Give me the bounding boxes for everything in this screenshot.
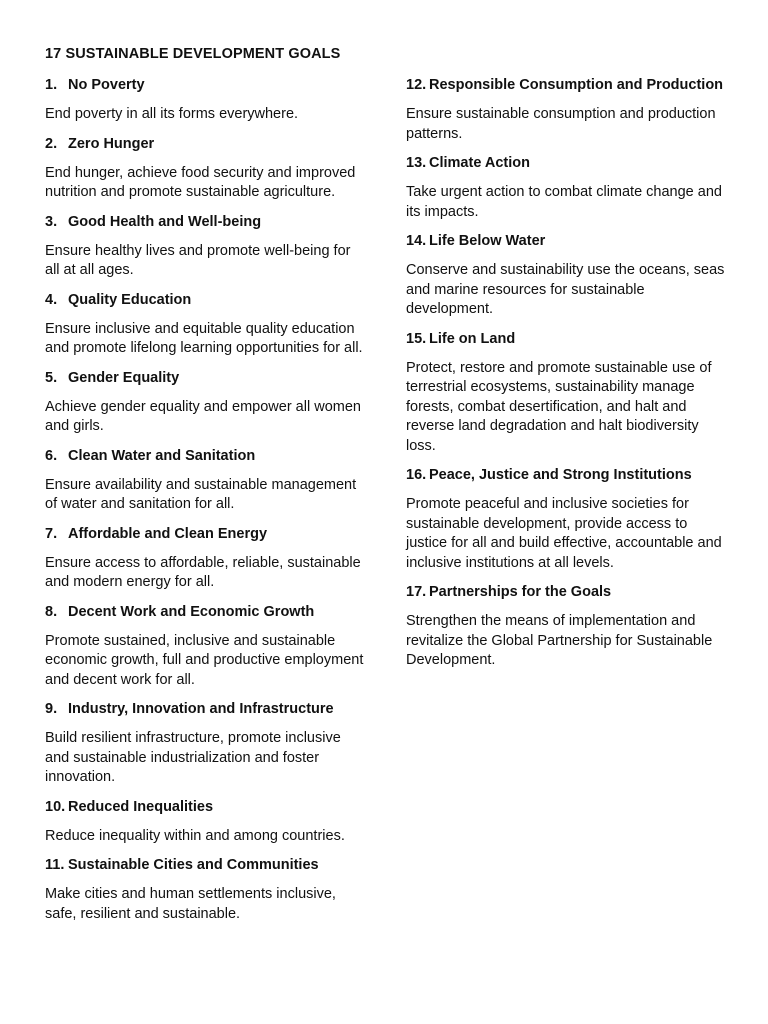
goal-title: Peace, Justice and Strong Institutions [429,467,692,483]
goal-description: Achieve gender equality and empower all women and girls. [45,398,361,434]
goal-heading [45,75,365,95]
goal-description: Build resilient infrastructure, promote inclusive and sustainable industrialization and foster innovation. [45,730,341,785]
document-title: 17 SUSTAINABLE DEVELOPMENT GOALS [45,46,341,62]
goal-number: 5. [45,369,58,386]
goal-heading [406,329,728,349]
goal-heading [45,134,365,154]
goal-9 [45,699,365,788]
goal-title: Responsible Consumption and Production [429,77,724,93]
goal-number: 10. [45,798,66,815]
goal-5 [45,368,365,437]
goal-heading [45,699,365,719]
goal-number: 15. [406,330,427,347]
goal-title: Reduced Inequalities [68,798,214,815]
goal-11 [45,855,365,924]
goal-12 [406,75,728,144]
goal-heading [45,524,365,544]
goal-description: Take urgent action to combat climate change and its impacts. [406,184,722,220]
goal-description: Ensure access to affordable, reliable, sustainable and modern energy for all. [45,554,361,590]
goal-title: Decent Work and Economic Growth [68,603,315,620]
goal-heading [406,465,728,485]
goal-4 [45,290,365,359]
goal-title: Industry, Innovation and Infrastructure [68,701,334,717]
goal-number: 11. [45,857,65,873]
goal-13 [406,153,728,222]
goal-number: 16. [406,467,427,483]
goal-description: Strengthen the means of implementation and revitalize the Global Partnership for Sustainable Development. [406,613,713,668]
goal-heading [45,290,365,310]
goal-title: Good Health and Well-being [68,213,262,230]
goal-heading [45,855,365,875]
goal-6 [45,446,365,515]
goal-heading [45,212,365,232]
goal-number: 6. [45,447,58,464]
goal-description: Promote sustained, inclusive and sustainable economic growth, full and productive employment and decent work for all. [45,632,364,688]
goal-number: 12. [406,77,427,93]
goal-number: 4. [45,291,58,308]
goal-heading [45,446,365,466]
goal-description: Conserve and sustainability use the oceans, seas and marine resources for sustainable development. [406,262,725,317]
goal-heading [406,75,728,95]
goal-heading [406,153,728,173]
goal-number: 8. [45,603,58,620]
goal-title: Sustainable Cities and Communities [68,857,319,873]
goal-description: Make cities and human settlements inclusive, safe, resilient and sustainable. [45,886,336,922]
goal-description: End poverty in all its forms everywhere. [45,106,299,122]
goal-10 [45,797,365,847]
goals-column-right [406,75,728,671]
goal-title: Quality Education [68,291,192,308]
goal-title: No Poverty [68,77,145,93]
goal-17 [406,582,728,671]
goal-title: Zero Hunger [68,135,155,152]
goal-2 [45,134,365,203]
goal-heading [45,797,365,817]
goal-number: 14. [406,233,427,249]
goal-8 [45,602,365,691]
goal-description: Protect, restore and promote sustainable use of terrestrial ecosystems, sustainability manage forests, combat desertification, and halt and reverse land degradation and halt biodiversity loss. [406,359,712,454]
goal-15 [406,329,728,457]
goal-number: 3. [45,213,58,230]
goal-heading [406,582,728,602]
goal-number: 17. [406,584,427,600]
goal-number: 9. [45,701,58,717]
goal-number: 1. [45,77,58,93]
goal-1 [45,75,365,125]
goal-14 [406,231,728,320]
goal-title: Partnerships for the Goals [429,584,612,600]
goal-description: Ensure sustainable consumption and production patterns. [406,106,716,142]
goal-description: Ensure healthy lives and promote well-being for all at all ages. [45,242,351,278]
goal-heading [45,368,365,388]
goal-7 [45,524,365,593]
goals-column-left [45,75,365,924]
goal-number: 13. [406,155,427,171]
goal-title: Affordable and Clean Energy [68,525,268,542]
goal-title: Life on Land [429,330,516,347]
goal-heading [45,602,365,622]
goal-number: 2. [45,135,58,152]
goal-description: Ensure availability and sustainable management of water and sanitation for all. [45,476,357,512]
goal-heading [406,231,728,251]
goal-16 [406,465,728,573]
goal-title: Gender Equality [68,369,180,386]
goal-title: Climate Action [429,155,530,171]
goal-description: End hunger, achieve food security and improved nutrition and promote sustainable agriculture. [45,164,356,200]
goal-title: Clean Water and Sanitation [68,447,256,464]
goal-3 [45,212,365,281]
goal-description: Ensure inclusive and equitable quality education and promote lifelong learning opportunities for all. [45,320,363,356]
goal-description: Reduce inequality within and among countries. [45,827,345,844]
goal-title: Life Below Water [429,233,546,249]
goal-description: Promote peaceful and inclusive societies for sustainable development, provide access to justice for all and build effective, accountable and inclusive institutions at all levels. [406,496,722,571]
goal-number: 7. [45,525,58,542]
